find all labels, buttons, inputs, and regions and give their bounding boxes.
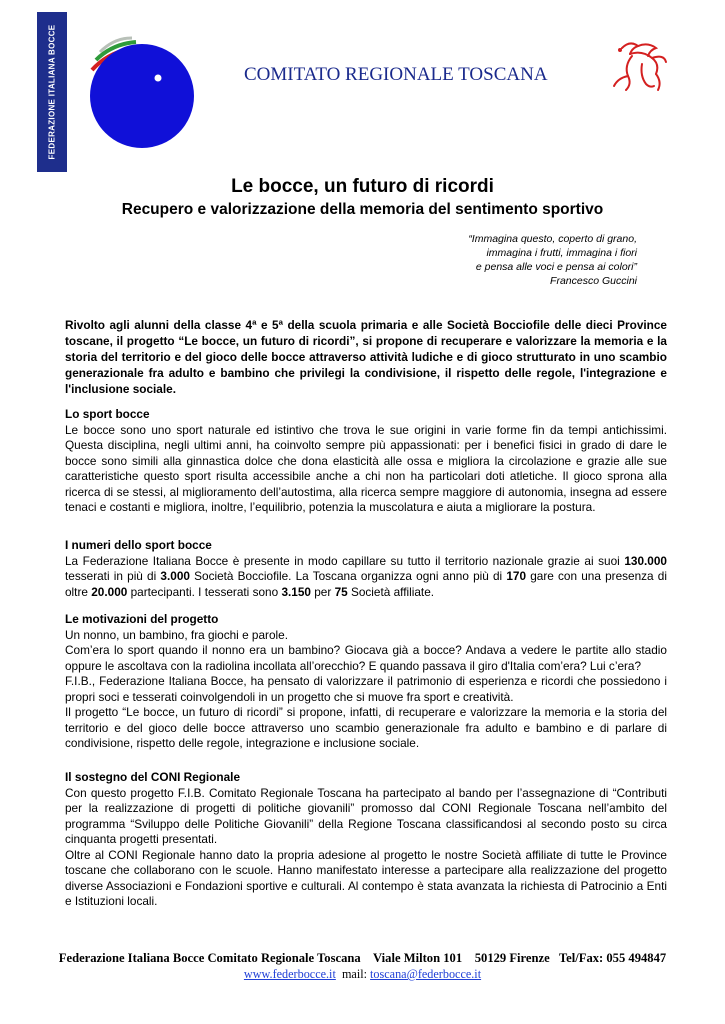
quote-line: immagina i frutti, immagina i fiori (486, 247, 637, 259)
document-title: Le bocce, un futuro di ricordi (231, 176, 494, 197)
stat-members: 130.000 (624, 553, 667, 568)
section-heading: I numeri dello sport bocce (65, 538, 212, 552)
text-run: per (310, 584, 335, 599)
section-body (65, 554, 667, 601)
email-link[interactable]: toscana@federbocce.it (370, 967, 482, 981)
committee-title: COMITATO REGIONALE TOSCANA (244, 64, 548, 85)
stat-participants: 20.000 (91, 584, 128, 599)
side-band-text: FEDERAZIONE ITALIANA BOCCE (47, 24, 57, 160)
section-heading: Lo sport bocce (65, 407, 150, 421)
footer-org: Federazione Italiana Bocce Comitato Regionale Toscana (58, 951, 361, 965)
section-heading: Le motivazioni del progetto (65, 612, 219, 626)
stat-races: 170 (506, 569, 527, 583)
quote-block (468, 232, 637, 288)
footer-links (0, 967, 725, 982)
fib-side-band (37, 12, 67, 172)
footer-address (0, 951, 725, 966)
tuscany-horse-icon (608, 38, 670, 94)
section-support (65, 770, 667, 910)
section-paragraph: Con questo progetto F.I.B. Comitato Regionale Toscana ha partecipato al bando per l’assegnazione di “Contributi per la realizzazione di progetti di politiche giovanili” promosso dal CONI Regionale Toscana nell’ambito del programma “Sviluppo delle Politiche Giovanili” della Regione Toscana classificandosi al secondo posto su circa cinquanta progetti presentati. (65, 785, 667, 846)
quote-author: Francesco Guccini (550, 275, 637, 287)
stat-tuscany-members: 3.150 (281, 584, 311, 599)
section-motivations (65, 612, 667, 752)
section-sport (65, 407, 667, 516)
text-run: La Federazione Italiana Bocce è presente in modo capillare su tutto il territorio nazionale grazie ai suoi (65, 553, 625, 568)
text-run: gare con una presenza di oltre (65, 569, 667, 599)
section-paragraph: F.I.B., Federazione Italiana Bocce, ha pensato di valorizzare il patrimonio di esperienza e ricordi che possiedono i propri soci e tesserati coinvolgendoli in un progetto che si muove fra sport e creatività. (65, 674, 667, 704)
website-link[interactable]: www.federbocce.it (243, 967, 336, 981)
stat-clubs: 3.000 (160, 569, 190, 583)
text-run: tesserati in più di (65, 569, 161, 583)
text-run: Società affiliate. (347, 584, 435, 599)
section-body: Le bocce sono uno sport naturale ed istintivo che trova le sue origini in varie forme fin da tempi antichissimi. Questa disciplina, negli ultimi anni, ha coinvolto sempre più appassionati: per i benefici fisici in grado di dare le bocce sono simili alla ginnastica dolce che dona elasticità alle ossa e migliora la circolazione e grazie alle sue caratteristiche questo sport risulta accessibile anche a chi non ha particolari doti atletiche. Il gioco sprona alla ricerca di se stessi, al miglioramento dell’autostima, alla ricerca sempre maggiore di autonomia, insegna ad essere tenaci e costanti e migliora, inoltre, l’equilibrio, potenzia la muscolatura e aiuta a migliorare la postura. (65, 422, 667, 514)
document-subtitle: Recupero e valorizzazione della memoria del sentimento sportivo (121, 201, 604, 218)
quote-line: e pensa alle voci e pensa ai colori” (475, 261, 637, 273)
section-numbers (65, 538, 667, 600)
section-paragraph: Com’era lo sport quando il nonno era un bambino? Giocava già a bocce? Andava a vedere le partite allo stadio oppure le ascoltava con la radiolina incollata all’orecchio? E quando passava il giro d'Italia com’era? Lui c’era? (65, 643, 667, 673)
intro-paragraph: Rivolto agli alunni della classe 4ª e 5ª della scuola primaria e alle Società Bocciofile delle dieci Province toscane, il progetto “Le bocce, un futuro di ricordi”, si propone di recuperare e valorizzare la memoria e la storia del territorio e del gioco delle bocce attraverso attività ludiche e di gioco strutturato in uno scambio generazionale fra adulto e bambino che privilegi la condivisione, il rispetto delle regole, l'integrazione e l'inclusione sociale. (65, 318, 667, 396)
text-run: partecipanti. I tesserati sono (127, 584, 282, 599)
mail-label: mail: (341, 967, 367, 981)
footer-city: 50129 Firenze (474, 951, 550, 965)
fib-logo-icon (78, 30, 198, 150)
section-paragraph: Oltre al CONI Regionale hanno dato la propria adesione al progetto le nostre Società affiliate di tutte le Province toscane che collaborano con le scuole. Hanno manifestato interesse a partecipare alla realizzazione del progetto diverse Associazioni e Fondazioni sportive e culturali. Al contempo è stata avanzata la richiesta di Patrocinio a Enti e Istituzioni locali. (65, 847, 667, 908)
section-paragraph: Il progetto “Le bocce, un futuro di ricordi” si propone, infatti, di recuperare e valorizzare la memoria e la storia del territorio e del gioco delle bocce attraverso uno scambio generazionale fra adulto e bambino e di parlare di condivisione, rispetto delle regole, integrazione e inclusione sociale. (65, 705, 667, 750)
quote-line: “Immagina questo, coperto di grano, (468, 233, 637, 245)
text-run: Società Bocciofile. La Toscana organizza ogni anno più di (189, 569, 507, 583)
stat-tuscany-clubs: 75 (334, 584, 348, 599)
section-heading: Il sostegno del CONI Regionale (65, 770, 241, 784)
section-paragraph: Un nonno, un bambino, fra giochi e parole. (65, 627, 288, 642)
footer-phone: Tel/Fax: 055 494847 (558, 951, 667, 965)
footer-street: Viale Milton 101 (373, 951, 463, 965)
